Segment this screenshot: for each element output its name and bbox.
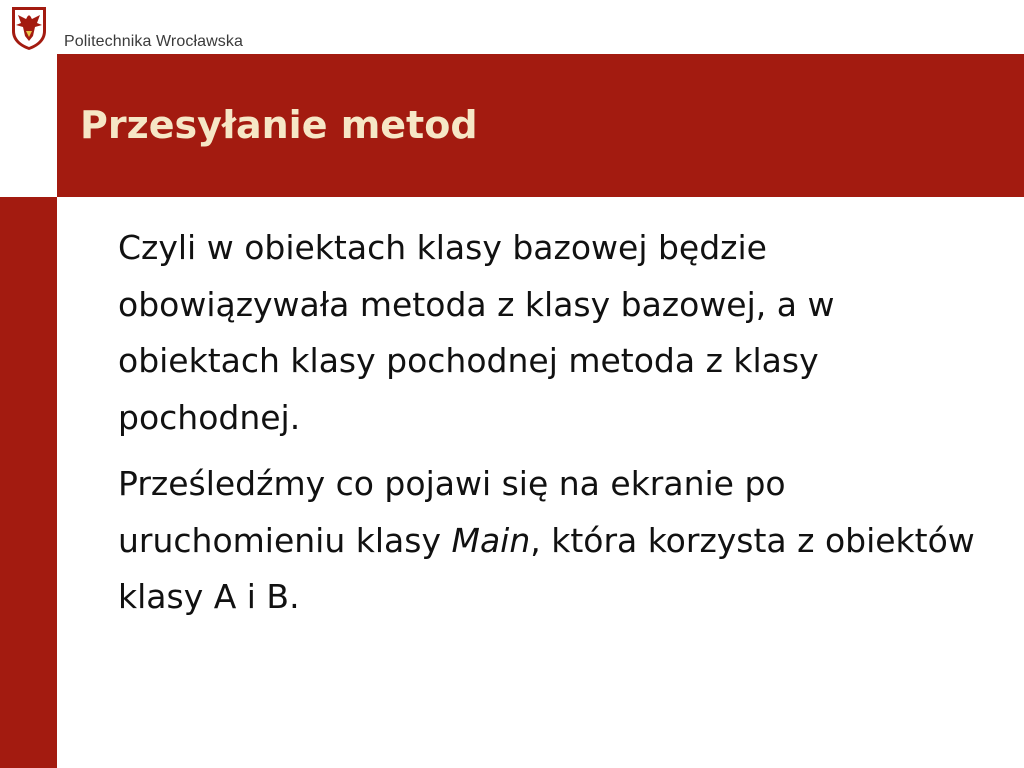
class-name-main: Main bbox=[451, 520, 531, 560]
slide-body bbox=[118, 220, 998, 636]
university-name: Politechnika Wrocławska bbox=[64, 33, 243, 50]
paragraph-2 bbox=[118, 456, 998, 626]
paragraph-1: Czyli w obiektach klasy bazowej będzie obowiązywała metoda z klasy bazowej, a w obiektach klasy pochodnej metoda z klasy pochodnej. bbox=[118, 228, 835, 437]
title-band bbox=[57, 54, 1024, 197]
paragraph-2-text-before: Prześledźmy co pojawi się na ekranie po uruchomieniu klasy bbox=[118, 464, 786, 560]
left-accent-bar bbox=[0, 197, 57, 768]
eagle-shield-icon bbox=[4, 3, 54, 53]
paragraph-2-text-after: , która korzysta z obiektów klasy A i B. bbox=[118, 520, 975, 616]
header bbox=[0, 0, 1024, 54]
slide-title: Przesyłanie metod bbox=[80, 103, 478, 147]
